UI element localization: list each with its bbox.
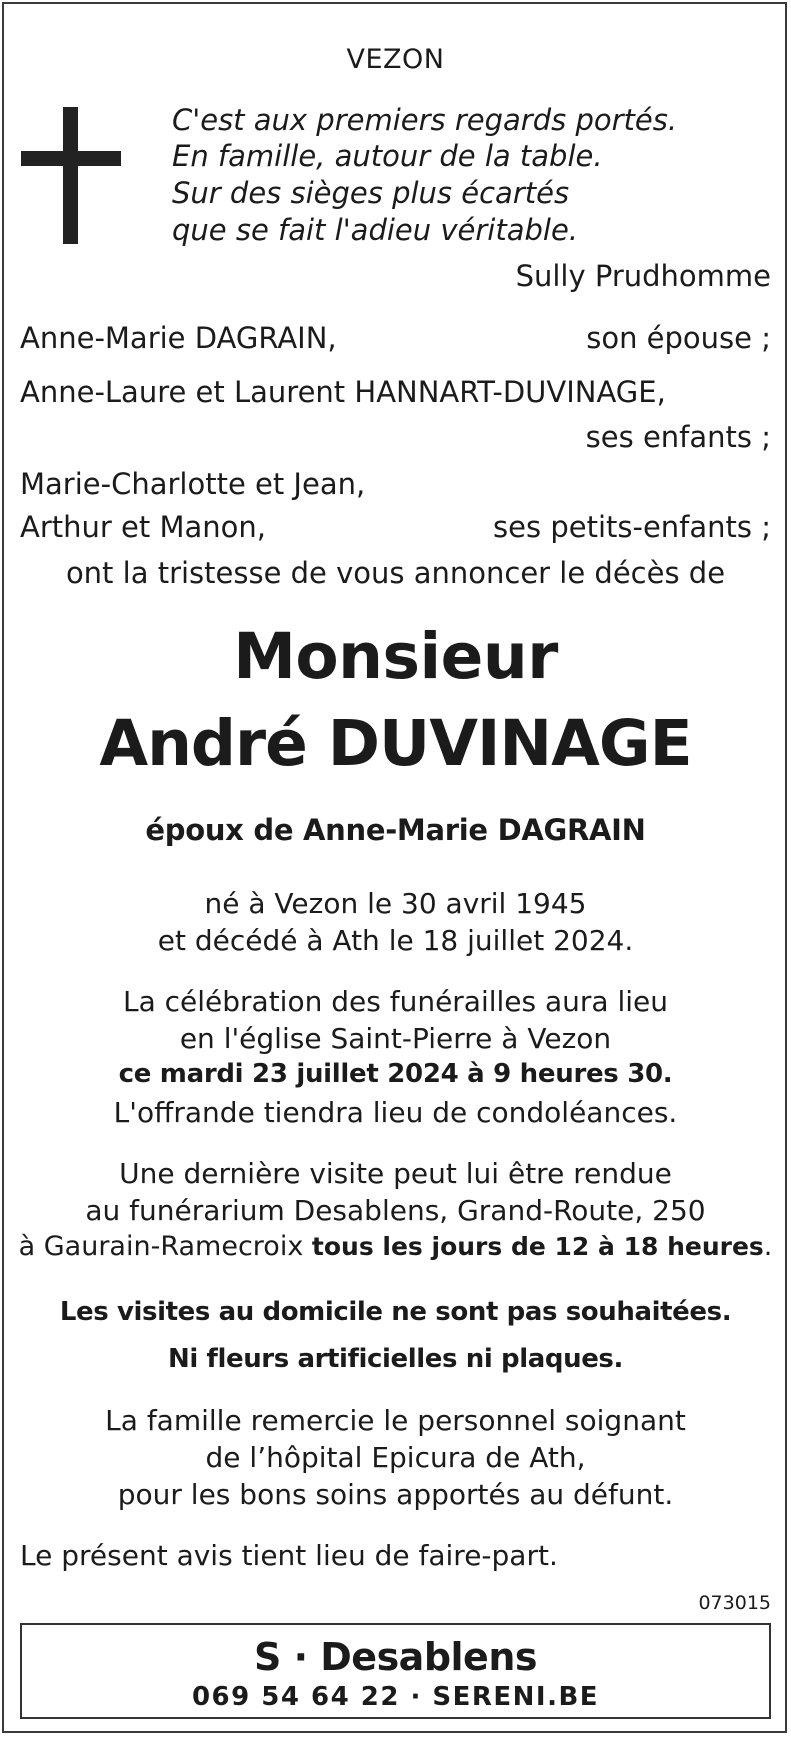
- deceased-name: André DUVINAGE: [99, 707, 692, 780]
- birth-date: né à Vezon le 30 avril 1945: [204, 887, 587, 920]
- poem-line-3: Sur des sièges plus écartés: [172, 176, 570, 210]
- deceased-spouse: époux de Anne-Marie DAGRAIN: [145, 813, 646, 847]
- poem-line-2: En famille, autour de la table.: [172, 139, 603, 173]
- funeral-line-2: en l'église Saint-Pierre à Vezon: [179, 1022, 612, 1055]
- poem-author: Sully Prudhomme: [515, 259, 771, 293]
- visit-place: à Gaurain-Ramecroix: [18, 1231, 312, 1262]
- spouse-role: son épouse ;: [586, 321, 771, 355]
- visit-line-1: Une dernière visite peut lui être rendue: [119, 1157, 672, 1190]
- poem-line-4: que se fait l'adieu véritable.: [172, 213, 578, 247]
- notes-line-2: Ni fleurs artificielles ni plaques.: [168, 1344, 623, 1374]
- grandchildren-line-2: Arthur et Manon,: [20, 510, 266, 544]
- poem-line-1: C'est aux premiers regards portés.: [172, 103, 678, 137]
- reference-number: 073015: [698, 1592, 771, 1614]
- notes-line-1: Les visites au domicile ne sont pas souhaitées.: [59, 1297, 732, 1327]
- thanks-line-1: La famille remercie le personnel soignant: [105, 1404, 686, 1437]
- funeral-home-banner: [20, 1623, 771, 1719]
- funeral-home-contact: 069 54 64 22 · SERENI.BE: [191, 1682, 600, 1712]
- spouse-name: Anne-Marie DAGRAIN,: [20, 321, 337, 355]
- death-date: et décédé à Ath le 18 juillet 2024.: [157, 924, 634, 957]
- funeral-line-1: La célébration des funérailles aura lieu: [122, 985, 669, 1018]
- children-role: ses enfants ;: [585, 420, 771, 454]
- closing-text: Le présent avis tient lieu de faire-part.: [20, 1539, 558, 1572]
- announcement: ont la tristesse de vous annoncer le décès de: [65, 556, 726, 590]
- thanks-line-2: de l’hôpital Epicura de Ath,: [205, 1441, 586, 1474]
- deceased-title: Monsieur: [233, 620, 558, 693]
- funeral-line-4: L'offrande tiendra lieu de condoléances.: [113, 1096, 678, 1129]
- funeral-home-brand: S · Desablens: [253, 1635, 537, 1679]
- funeral-date-time: ce mardi 23 juillet 2024 à 9 heures 30.: [118, 1059, 673, 1089]
- thanks-line-3: pour les bons soins apportés au défunt.: [117, 1478, 674, 1511]
- children-name: Anne-Laure et Laurent HANNART-DUVINAGE,: [20, 375, 666, 409]
- grandchildren-role: ses petits-enfants ;: [493, 510, 771, 544]
- visit-hours: tous les jours de 12 à 18 heures: [311, 1232, 764, 1261]
- visit-line-3: [0, 1231, 791, 1262]
- grandchildren-line-1: Marie-Charlotte et Jean,: [20, 467, 366, 501]
- place-name: VEZON: [346, 44, 445, 75]
- visit-line-2: au funérarium Desablens, Grand-Route, 250: [85, 1194, 706, 1227]
- visit-end: .: [763, 1231, 773, 1262]
